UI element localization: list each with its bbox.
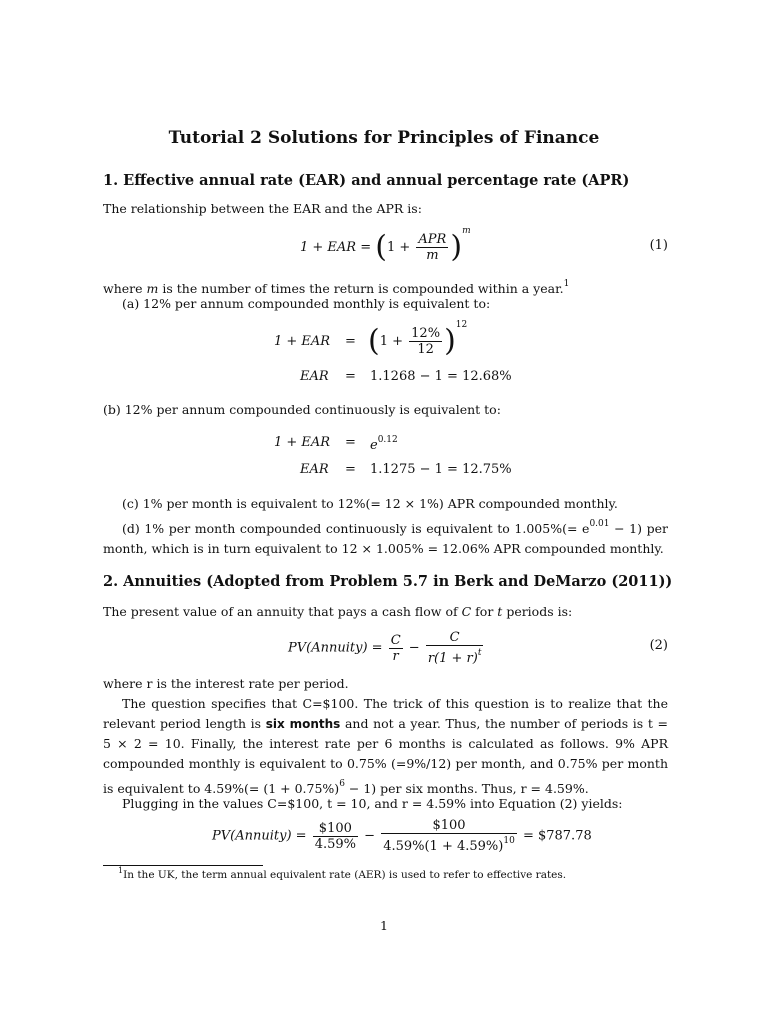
eq1-close-paren: )	[450, 229, 463, 265]
s1-where-m: m	[146, 281, 159, 296]
a-fraction	[409, 326, 442, 357]
f-d2-exp: 10	[503, 836, 515, 846]
eq2-lhs: PV(Annuity) =	[288, 640, 383, 656]
eq1-open-paren: (	[375, 229, 387, 265]
a-exponent: 12	[455, 320, 468, 330]
b-e: e	[370, 438, 378, 453]
f-d2-wrap	[381, 834, 517, 854]
s1-where-a: where	[103, 281, 143, 296]
f-n1: $100	[313, 821, 358, 837]
s2-intro-c: C	[461, 604, 472, 619]
p1-c: − 1) per six months. Thus, r = 4.59%.	[344, 781, 589, 796]
b-line2-lhs: EAR	[300, 462, 329, 477]
f-frac1	[313, 821, 358, 852]
b-line1-lhs: 1 + EAR	[274, 435, 331, 450]
section-2-heading: 2. Annuities (Adopted from Problem 5.7 in Berk and DeMarzo (2011))	[103, 573, 673, 590]
b-exponent: 0.12	[377, 435, 398, 445]
eq1-fraction	[416, 232, 448, 263]
b-line1-rhs	[370, 435, 398, 453]
b-line2-eq: =	[345, 462, 356, 477]
final-equation	[212, 818, 592, 854]
s2-where: where r is the interest rate per period.	[103, 676, 349, 691]
eq2-minus: −	[408, 640, 420, 656]
f-frac2	[381, 818, 517, 854]
eq2-n2: C	[426, 630, 484, 646]
footnote-ref-1: 1	[563, 279, 570, 289]
s1-part-d	[103, 514, 668, 559]
f-n2: $100	[381, 818, 517, 834]
eq2-d2: r(1 + r)	[427, 651, 478, 666]
page-title: Tutorial 2 Solutions for Principles of Finance	[168, 128, 600, 148]
equation-2	[288, 630, 485, 666]
eq1-numerator: APR	[418, 232, 447, 247]
eq1-exponent: m	[462, 226, 471, 236]
s2-intro	[103, 602, 668, 622]
a-line1-rhs	[368, 320, 467, 357]
footnote-text: In the UK, the term annual equivalent rate (AER) is used to refer to effective rates.	[123, 869, 567, 881]
f-d2: 4.59%(1 + 4.59%)	[383, 839, 504, 854]
eq2-frac1	[389, 633, 403, 664]
eq2-frac2	[426, 630, 484, 666]
a-one: 1 +	[379, 334, 404, 349]
d-text-a: (d) 1% per month compounded continuously is equivalent to 1.005%(= e	[122, 521, 590, 536]
f-minus: −	[364, 828, 376, 844]
eq1-one: 1 +	[386, 240, 411, 255]
a-close-paren: )	[444, 323, 456, 359]
s2-paragraph-1	[103, 694, 668, 799]
a-line1-lhs: 1 + EAR	[274, 334, 331, 349]
s1-part-c: (c) 1% per month is equivalent to 12%(= 12 × 1%) APR compounded monthly.	[122, 496, 618, 511]
eq2-d1: r	[392, 648, 399, 664]
s1-where-b: is the number of times the return is compounded within a year.	[162, 281, 564, 296]
p1-b: and not a year. Thus, the number of periods is t = 5 × 2 = 10. Finally, the interest rate per 6 months is calculated as follows. 9% APR compounded monthly is equivalent to 0.75% (=9%/12) per month, and 0.75% per month is equivalent to 4.59%(= (1 + 0.75%)	[103, 716, 668, 796]
s2-paragraph-2: Plugging in the values C=$100, t = 10, and r = 4.59% into Equation (2) yields:	[122, 796, 623, 811]
eq2-d2-exp: t	[477, 648, 482, 658]
a-numerator: 12%	[411, 326, 441, 341]
a-line2-eq: =	[345, 369, 356, 384]
a-denominator: 12	[417, 342, 434, 357]
s2-intro-c2: periods is:	[506, 604, 573, 619]
equation-1	[300, 226, 471, 263]
f-rhs: = $787.78	[522, 828, 592, 844]
equation-2-number: (2)	[649, 638, 668, 653]
a-line2-rhs: 1.1268 − 1 = 12.68%	[370, 369, 512, 384]
footnote-mark: 1	[118, 866, 124, 875]
d-exponent: 0.01	[589, 519, 610, 529]
page-number: 1	[380, 918, 388, 933]
s2-intro-b: for	[475, 604, 494, 619]
p1-bold: six months	[265, 717, 341, 731]
s1-part-b: (b) 12% per annum compounded continuously is equivalent to:	[103, 402, 501, 417]
eq2-d2-wrap	[426, 646, 484, 666]
eq2-n1: C	[390, 632, 401, 648]
s2-intro-t: t	[497, 604, 503, 619]
s1-intro: The relationship between the EAR and the APR is:	[103, 201, 422, 216]
eq1-denominator: m	[426, 248, 439, 263]
a-line2-lhs: EAR	[300, 369, 329, 384]
b-line1-eq: =	[345, 435, 356, 450]
s1-part-a: (a) 12% per annum compounded monthly is equivalent to:	[122, 296, 491, 311]
eq1-lhs: 1 + EAR =	[300, 240, 372, 255]
equation-1-number: (1)	[649, 238, 668, 253]
b-line2-rhs: 1.1275 − 1 = 12.75%	[370, 462, 512, 477]
a-open-paren: (	[368, 323, 380, 359]
section-1-heading: 1. Effective annual rate (EAR) and annual percentage rate (APR)	[103, 172, 630, 189]
p1-a: The question specifies that C=$100. The trick of this question is to realize that the relevant period length is	[103, 696, 668, 731]
f-d1: 4.59%	[314, 836, 356, 852]
s2-intro-a: The present value of an annuity that pays a cash flow of	[103, 604, 458, 619]
footnote	[118, 866, 566, 881]
a-line1-eq: =	[345, 334, 356, 349]
f-lhs: PV(Annuity) =	[212, 828, 307, 844]
d-text-b: − 1) per month, which is in turn equivalent to 12 × 1.005% = 12.06% APR compounded monthly.	[103, 521, 668, 556]
p1-exponent: 6	[339, 779, 345, 789]
